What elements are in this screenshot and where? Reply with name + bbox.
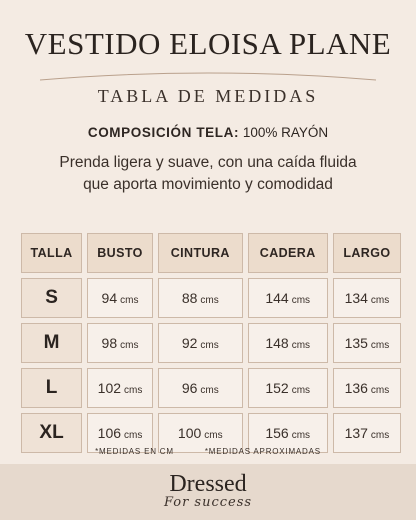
note-units: *MEDIDAS EN CM	[95, 447, 174, 456]
header-busto: BUSTO	[87, 233, 153, 273]
size-cell: M	[21, 323, 82, 363]
measure-value: 137	[344, 425, 368, 441]
size-chart-table	[16, 228, 406, 458]
measure-value: 148	[265, 335, 289, 351]
measure-value: 96	[181, 380, 198, 396]
measure-unit: cms	[370, 295, 390, 306]
product-description: Prenda ligera y suave, con una caída fluida que aporta movimiento y comodidad	[59, 154, 357, 193]
measure-value: 98	[101, 335, 118, 351]
fabric-composition	[0, 125, 416, 140]
measure-value: 102	[97, 380, 122, 396]
brand-tagline: For success	[163, 495, 253, 510]
measure-unit: cms	[120, 295, 139, 306]
measure-unit: cms	[200, 340, 219, 351]
measure-cell	[333, 368, 401, 408]
measure-value: 152	[265, 380, 289, 396]
table-row	[21, 278, 401, 318]
measure-cell	[333, 278, 401, 318]
measure-unit: cms	[120, 340, 139, 351]
measure-unit: cms	[291, 340, 311, 351]
brand-logo-name: Dressed	[169, 471, 247, 497]
measure-cell	[248, 368, 328, 408]
measurement-notes	[0, 447, 416, 456]
measure-value: 135	[344, 335, 368, 351]
measure-unit: cms	[124, 385, 143, 396]
measure-cell	[158, 323, 243, 363]
table-row	[21, 323, 401, 363]
header-talla: TALLA	[21, 233, 82, 273]
measure-value: 136	[344, 380, 368, 396]
measure-unit: cms	[204, 430, 223, 441]
measure-unit: cms	[200, 385, 219, 396]
composition-value: 100% RAYÓN	[242, 125, 329, 140]
title-divider	[40, 70, 376, 82]
measure-value: 92	[181, 335, 198, 351]
composition-label: COMPOSICIÓN TELA:	[87, 125, 240, 140]
measure-unit: cms	[291, 295, 311, 306]
measure-value: 100	[177, 425, 202, 441]
measure-unit: cms	[200, 295, 219, 306]
measure-value: 134	[344, 290, 368, 306]
measure-unit: cms	[370, 385, 390, 396]
measure-cell	[87, 368, 153, 408]
measure-value: 94	[101, 290, 118, 306]
page-subtitle: TABLA DE MEDIDAS	[97, 86, 319, 106]
size-cell: XL	[21, 413, 82, 453]
measure-value: 144	[265, 290, 289, 306]
header-largo: LARGO	[333, 233, 401, 273]
measure-cell	[158, 278, 243, 318]
measure-cell	[87, 278, 153, 318]
page-title: VESTIDO ELOISA PLANE	[24, 26, 392, 61]
measure-unit: cms	[291, 385, 311, 396]
measure-value: 106	[97, 425, 122, 441]
measure-cell	[248, 323, 328, 363]
size-cell: L	[21, 368, 82, 408]
measure-unit: cms	[370, 430, 390, 441]
measure-cell	[333, 323, 401, 363]
table-row	[21, 368, 401, 408]
header-cadera: CADERA	[248, 233, 328, 273]
size-cell: S	[21, 278, 82, 318]
measure-cell	[248, 278, 328, 318]
measure-value: 88	[181, 290, 198, 306]
note-approximate: *MEDIDAS APROXIMADAS	[204, 447, 321, 456]
measure-unit: cms	[370, 340, 390, 351]
measure-value: 156	[265, 425, 289, 441]
measure-cell	[87, 323, 153, 363]
measure-cell	[158, 368, 243, 408]
table-header-row	[21, 233, 401, 273]
measure-unit: cms	[291, 430, 311, 441]
measure-unit: cms	[124, 430, 143, 441]
header-cintura: CINTURA	[158, 233, 243, 273]
